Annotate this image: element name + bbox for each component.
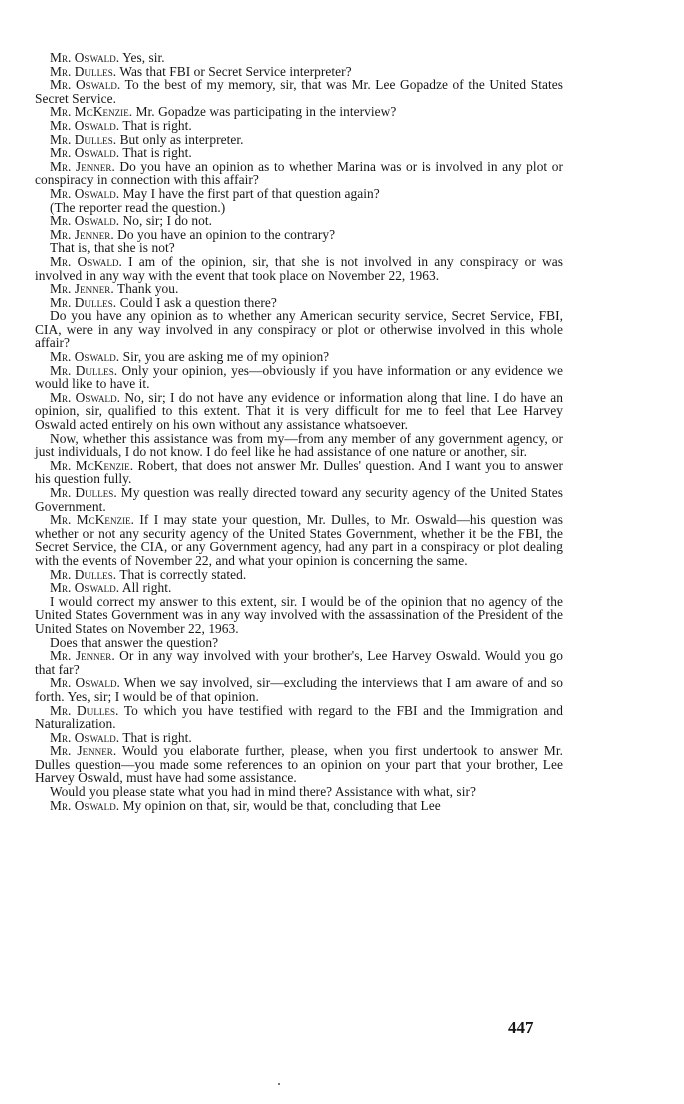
paragraph-text: Would you please state what you had in mind there? Assistance with what, sir? [50,784,476,800]
transcript-paragraph [35,676,563,703]
transcript-paragraph [35,119,563,133]
paragraph-text: Do you have an opinion to the contrary? [117,226,336,242]
transcript-paragraph [35,513,563,567]
speaker-name: Mr. Oswald. [50,50,120,65]
speaker-name: Mr. Jenner. [50,281,114,297]
transcript-paragraph [35,364,563,391]
speaker-name: Mr. Oswald. [50,185,120,201]
transcript-paragraph [35,785,563,799]
paragraph-text: No, sir; I do not. [122,213,213,229]
speaker-name: Mr. Jenner. [50,743,117,759]
paragraph-text: When we say involved, sir—excluding the interviews that I am aware of and so forth. Yes, sir; I would be of that opinion. [35,675,563,704]
transcript-paragraph [35,228,563,242]
speaker-name: Mr. McKenzie. [50,104,133,120]
transcript-body [35,51,563,812]
transcript-paragraph [35,282,563,296]
transcript-paragraph [35,160,563,187]
speaker-name: Mr. Oswald. [50,797,120,813]
speaker-name: Mr. Oswald. [50,389,121,405]
paragraph-text: My opinion on that, sir, would be that, concluding that Lee [122,797,441,813]
speaker-name: Mr. Dulles. [50,566,117,582]
paragraph-text: Yes, sir. [122,50,165,65]
transcript-paragraph [35,105,563,119]
paragraph-text: That is right. [122,117,192,133]
paragraph-text: Robert, that does not answer Mr. Dulles' question. And I want you to answer his question fully. [35,457,563,487]
speaker-name: Mr. Dulles. [50,131,117,147]
paragraph-text: Only your opinion, yes—obviously if you have information or any evidence we would like to have it. [35,362,563,392]
transcript-paragraph [35,568,563,582]
paragraph-text: But only as interpreter. [119,131,244,147]
speaker-name: Mr. Jenner. [50,648,115,664]
paragraph-text: Could I ask a question there? [119,294,277,310]
paragraph-text: I would correct my answer to this extent, sir. I would be of the opinion that no agency of the United States Government was in any way involved with the assassination of the President of the United States on November 22, 1963. [35,593,563,636]
paragraph-text: Was that FBI or Secret Service interpreter? [119,63,352,79]
transcript-paragraph [35,187,563,201]
paragraph-text: All right. [121,580,172,596]
speaker-name: Mr. Dulles. [50,294,117,310]
paragraph-text: Do you have any opinion as to whether any American security service, Secret Service, FBI, CIA, were in any way involved in any conspiracy or plot or otherwise involved in this whole affair? [35,308,563,351]
transcript-paragraph [35,731,563,745]
transcript-paragraph [35,78,563,105]
transcript-paragraph [35,214,563,228]
speaker-name: Mr. Oswald. [50,349,120,365]
transcript-paragraph [35,581,563,595]
speaker-name: Mr. Dulles. [50,362,118,378]
transcript-paragraph [35,391,563,432]
transcript-paragraph [35,241,563,255]
speaker-name: Mr. Oswald. [50,729,120,745]
speaker-name: Mr. Oswald. [50,145,120,161]
transcript-paragraph [35,636,563,650]
transcript-paragraph [35,704,563,731]
transcript-paragraph [35,595,563,636]
paragraph-text: That is, that she is not? [50,240,175,256]
page-number: 447 [508,1018,534,1037]
transcript-paragraph [35,133,563,147]
transcript-paragraph [35,799,563,813]
transcript-paragraph [35,201,563,215]
transcript-paragraph [35,649,563,676]
speaker-name: Mr. Dulles. [50,63,117,79]
paragraph-text: Mr. Gopadze was participating in the interview? [135,104,397,120]
speaker-name: Mr. Oswald. [50,77,121,93]
paragraph-text: Or in any way involved with your brother's, Lee Harvey Oswald. Would you go that far? [35,648,563,677]
paragraph-text: Now, whether this assistance was from my—from any member of any government agency, or just individuals, I do not know. I do feel like he had assistance of one nature or another, sir. [35,430,563,460]
transcript-paragraph [35,255,563,282]
speaker-name: Mr. Oswald. [50,213,120,229]
speaker-name: Mr. McKenzie. [50,512,135,528]
paragraph-text: Do you have an opinion as to whether Marina was or is involved in any plot or conspiracy in connection with this affair? [35,158,563,188]
speaker-name: Mr. Oswald. [50,253,122,269]
paragraph-text: Sir, you are asking me of my opinion? [122,349,330,365]
paragraph-text: Does that answer the question? [50,634,219,650]
speaker-name: Mr. Jenner. [50,226,114,242]
speaker-name: Mr. Oswald. [50,675,120,691]
transcript-paragraph [35,309,563,350]
paragraph-text: (The reporter read the question.) [50,199,226,215]
transcript-paragraph [35,432,563,459]
paragraph-text: I am of the opinion, sir, that she is not involved in any conspiracy or was involved in any way with the event that took place on November 22, 1963. [35,253,564,283]
paragraph-text: That is correctly stated. [119,566,247,582]
transcript-paragraph [35,459,563,486]
speaker-name: Mr. McKenzie. [50,457,134,473]
transcript-paragraph [35,296,563,310]
transcript-paragraph [35,350,563,364]
transcript-paragraph [35,146,563,160]
speaker-name: Mr. Oswald. [50,117,120,133]
transcript-paragraph [35,51,563,65]
paragraph-text: That is right. [122,145,192,161]
paragraph-text: To which you have testified with regard to the FBI and the Immigration and Naturalization. [35,702,563,732]
paragraph-text: May I have the first part of that question again? [122,185,380,201]
transcript-page [35,51,563,812]
paragraph-text: Would you elaborate further, please, when you first undertook to answer Mr. Dulles question—you made some references to an opinion on your part that your brother, Lee Harvey Oswald, must have had some assistance. [35,743,563,786]
speaker-name: Mr. Dulles. [50,702,119,718]
paragraph-text: No, sir; I do not have any evidence or information along that line. I do have an opinion, sir, qualified to this extent. That it is very difficult for me to feel that Lee Harvey Oswald acted entirely on his own without any assistance whatsoever. [35,389,564,433]
transcript-paragraph [35,486,563,513]
paragraph-text: My question was really directed toward any security agency of the United States Government. [35,485,564,514]
paragraph-text: To the best of my memory, sir, that was Mr. Lee Gopadze of the United States Secret Service. [35,77,564,106]
speaker-name: Mr. Jenner. [50,158,115,174]
speaker-name: Mr. Oswald. [50,580,120,596]
transcript-paragraph [35,65,563,79]
paragraph-text: Thank you. [116,281,179,297]
scan-speck [278,1083,280,1085]
transcript-paragraph [35,744,563,785]
speaker-name: Mr. Dulles. [50,485,117,500]
paragraph-text: That is right. [122,729,192,745]
paragraph-text: If I may state your question, Mr. Dulles, to Mr. Oswald—his question was whether or not any security agency of the United States Government, whether it be the FBI, the Secret Service, the CIA, or any Government agency, had any part in a conspiracy or plot dealing with the events of November 22, and what your opinion is concerning the same. [35,512,564,568]
